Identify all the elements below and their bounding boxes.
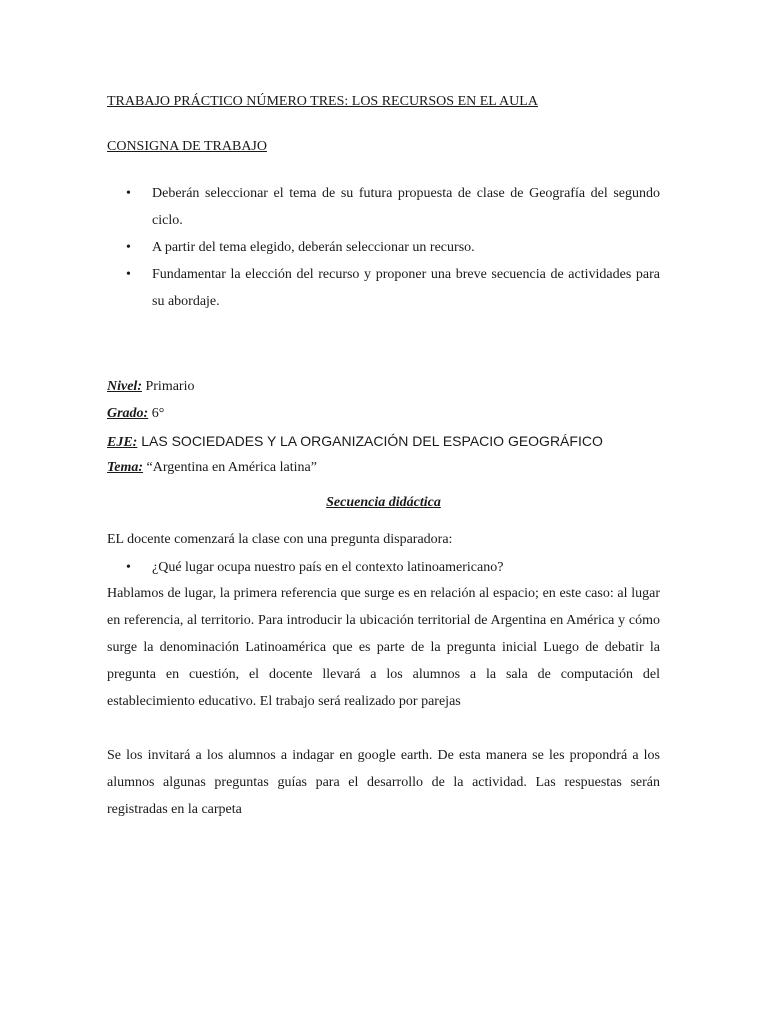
document-title: TRABAJO PRÁCTICO NÚMERO TRES: LOS RECURSOS EN EL AULA [107, 94, 538, 109]
eje-value: LAS SOCIEDADES Y LA ORGANIZACIÓN DEL ESPACIO GEOGRÁFICO [137, 433, 603, 449]
eje-label: EJE: [107, 435, 138, 450]
intro-paragraph: EL docente comenzará la clase con una pregunta disparadora: [107, 532, 453, 547]
document-subtitle: CONSIGNA DE TRABAJO [107, 139, 267, 154]
task-list [107, 180, 660, 315]
list-item: • Fundamentar la elección del recurso y proponer una breve secuencia de actividades para su abordaje. [107, 261, 660, 315]
body-paragraph-2: Se los invitará a los alumnos a indagar en google earth. De esta manera se les propondrá a los alumnos algunas preguntas guías para el desarrollo de la actividad. Las respuestas serán registradas en la carpeta [107, 748, 660, 817]
question-list [107, 554, 660, 581]
tema-label: Tema: [107, 460, 144, 475]
grado-label: Grado: [107, 406, 149, 421]
nivel-line [107, 377, 194, 397]
list-item: • A partir del tema elegido, deberán seleccionar un recurso. [107, 234, 660, 261]
tema-line [107, 458, 317, 478]
list-item: • ¿Qué lugar ocupa nuestro país en el contexto latinoamericano? [107, 554, 660, 581]
tema-value: “Argentina en América latina” [143, 460, 317, 475]
grado-line [107, 404, 164, 424]
nivel-value: Primario [141, 379, 195, 394]
list-item: • Deberán seleccionar el tema de su futura propuesta de clase de Geografía del segundo ciclo. [107, 180, 660, 234]
sequence-title: Secuencia didáctica [326, 495, 441, 510]
body-paragraph-1: Hablamos de lugar, la primera referencia que surge es en relación al espacio; en este caso: al lugar en referencia, al territorio. Para introducir la ubicación territorial de Argentina en América y cómo surge la denominación Latinoamérica que es parte de la pregunta inicial Luego de debatir la pregunta en cuestión, el docente llevará a los alumnos a la sala de computación del establecimiento educativo. El trabajo será realizado por parejas [107, 586, 660, 709]
nivel-label: Nivel: [107, 379, 142, 394]
grado-value: 6° [148, 406, 165, 421]
eje-line [107, 431, 603, 453]
